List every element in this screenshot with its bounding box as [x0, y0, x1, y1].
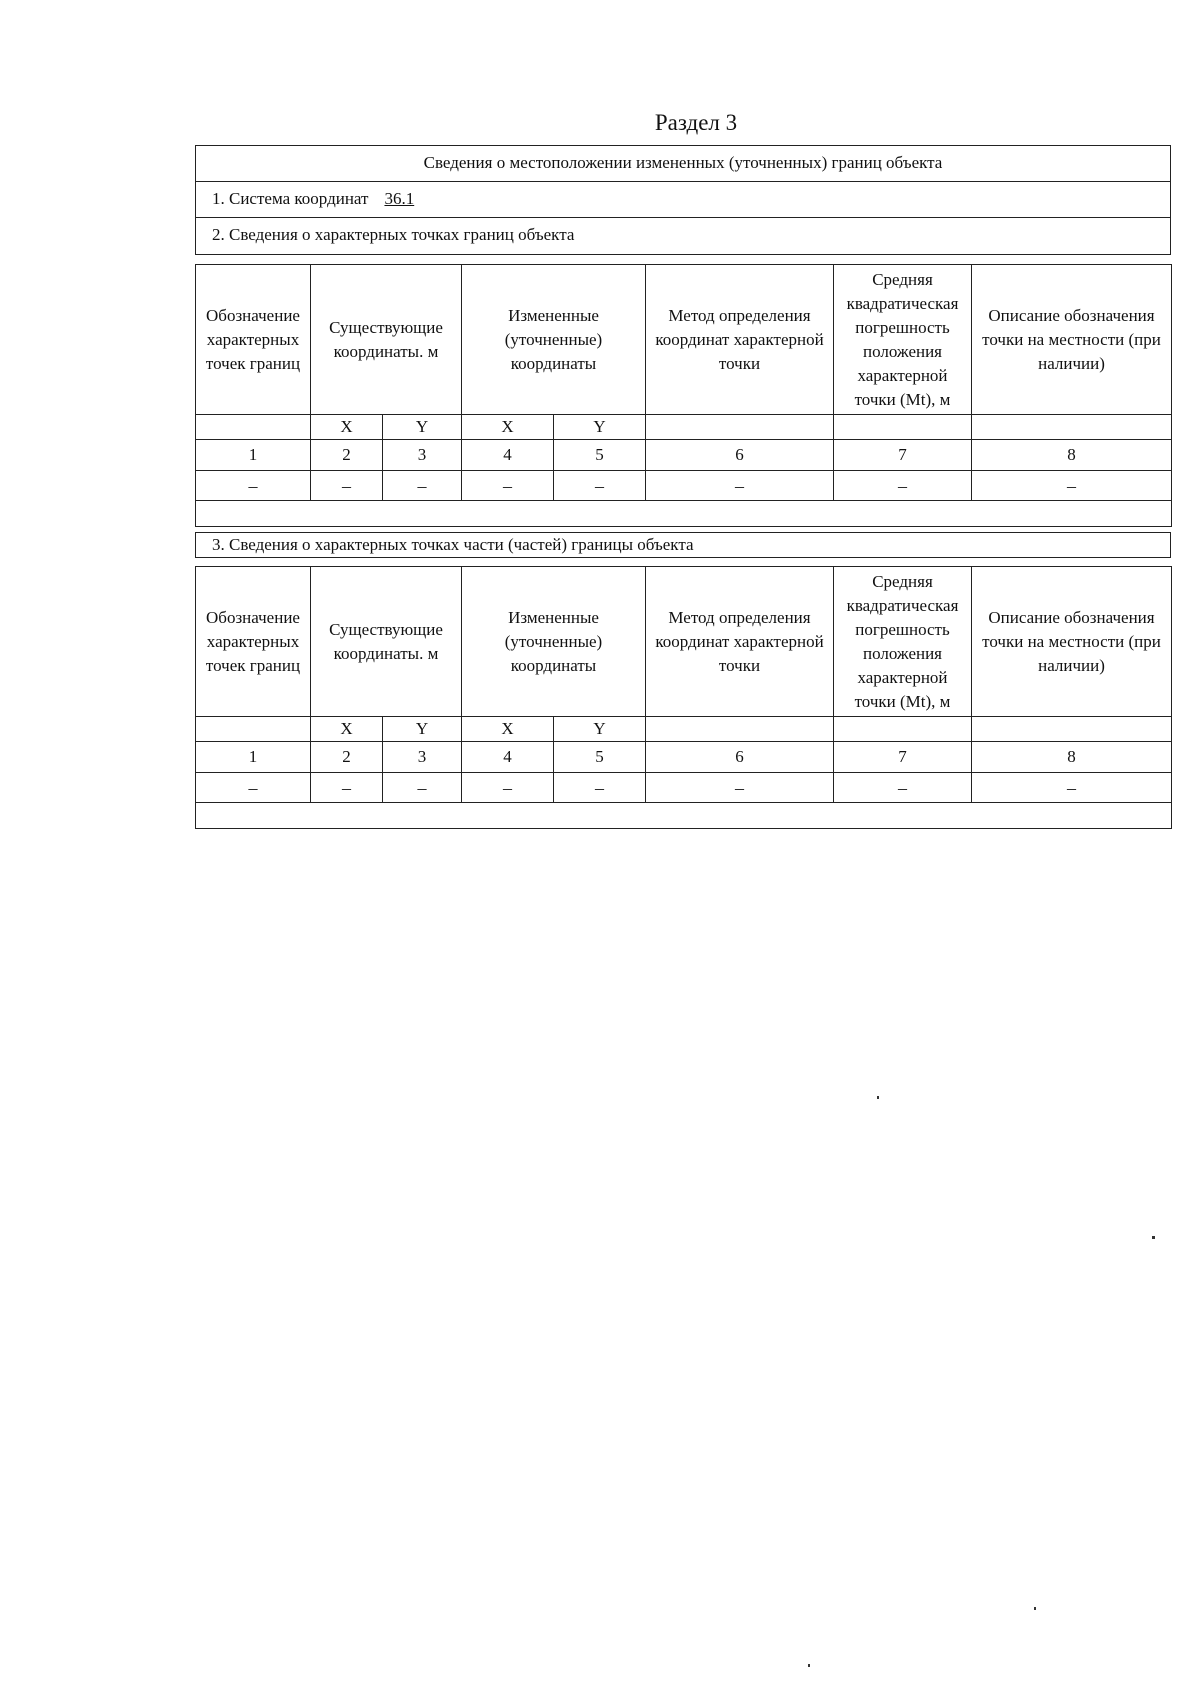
col-designation-header: Обозначение характерных точек границ [196, 265, 311, 415]
points-table-1 [195, 264, 1172, 527]
col-number: 8 [972, 440, 1172, 471]
cell-value: – [834, 471, 972, 501]
col-number: 4 [462, 440, 554, 471]
col-existing-header: Существующие координаты. м [311, 567, 462, 717]
col-number: 7 [834, 742, 972, 773]
col-error-header: Средняя квадратическая погрешность положения характерной точки (Mt), м [834, 567, 972, 717]
scan-speck [1034, 1607, 1036, 1610]
col-number: 6 [646, 440, 834, 471]
cell-value: – [383, 471, 462, 501]
page-title: Раздел 3 [654, 110, 738, 135]
cell-value: – [834, 773, 972, 803]
cell-value: – [311, 773, 383, 803]
col-changed-header: Измененные (уточненные) координаты [462, 567, 646, 717]
xy-row [196, 415, 1172, 440]
col-number: 3 [383, 742, 462, 773]
col-number: 7 [834, 440, 972, 471]
cell-value: – [196, 773, 311, 803]
column-number-row [196, 440, 1172, 471]
coord-system-label: 1. Система координат [212, 189, 369, 208]
y-label: Y [554, 415, 646, 440]
col-number: 8 [972, 742, 1172, 773]
col-changed-header: Измененные (уточненные) координаты [462, 265, 646, 415]
cell-value: – [311, 471, 383, 501]
x-label: X [462, 415, 554, 440]
cell-value: – [972, 471, 1172, 501]
cell-value: – [462, 773, 554, 803]
col-number: 5 [554, 742, 646, 773]
table-header-row [196, 265, 1172, 415]
col-number: 6 [646, 742, 834, 773]
col-number: 4 [462, 742, 554, 773]
col-number: 1 [196, 742, 311, 773]
cell-value: – [196, 471, 311, 501]
x-label: X [311, 415, 383, 440]
col-number: 1 [196, 440, 311, 471]
col-number: 2 [311, 440, 383, 471]
scan-speck [1152, 1236, 1155, 1239]
empty-row [196, 501, 1172, 527]
col-designation-header: Обозначение характерных точек границ [196, 567, 311, 717]
col-number: 3 [383, 440, 462, 471]
y-label: Y [383, 717, 462, 742]
col-existing-header: Существующие координаты. м [311, 265, 462, 415]
col-method-header: Метод определения координат характерной точки [646, 265, 834, 415]
block-title: Сведения о местоположении измененных (уточненных) границ объекта [196, 146, 1170, 182]
cell-value: – [646, 773, 834, 803]
table-row [196, 471, 1172, 501]
column-number-row [196, 742, 1172, 773]
cell-value: – [646, 471, 834, 501]
col-method-header: Метод определения координат характерной точки [646, 567, 834, 717]
points-table-2 [195, 566, 1172, 829]
col-number: 2 [311, 742, 383, 773]
coord-system-row [196, 182, 1170, 218]
scan-speck [808, 1664, 810, 1667]
cell-value: – [972, 773, 1172, 803]
scan-speck [877, 1096, 879, 1099]
col-number: 5 [554, 440, 646, 471]
header-block [195, 145, 1171, 255]
points-heading: 2. Сведения о характерных точках границ объекта [212, 225, 575, 244]
y-label: Y [383, 415, 462, 440]
col-description-header: Описание обозначения точки на местности (при наличии) [972, 265, 1172, 415]
table-row [196, 773, 1172, 803]
col-error-header: Средняя квадратическая погрешность положения характерной точки (Mt), м [834, 265, 972, 415]
cell-value: – [462, 471, 554, 501]
cell-value: – [554, 773, 646, 803]
col-description-header: Описание обозначения точки на местности (при наличии) [972, 567, 1172, 717]
x-label: X [462, 717, 554, 742]
cell-value: – [554, 471, 646, 501]
y-label: Y [554, 717, 646, 742]
xy-row [196, 717, 1172, 742]
x-label: X [311, 717, 383, 742]
coord-system-value: 36.1 [384, 189, 415, 208]
section3-heading: 3. Сведения о характерных точках части (частей) границы объекта [195, 532, 1171, 558]
cell-value: – [383, 773, 462, 803]
table-header-row [196, 567, 1172, 717]
empty-row [196, 803, 1172, 829]
